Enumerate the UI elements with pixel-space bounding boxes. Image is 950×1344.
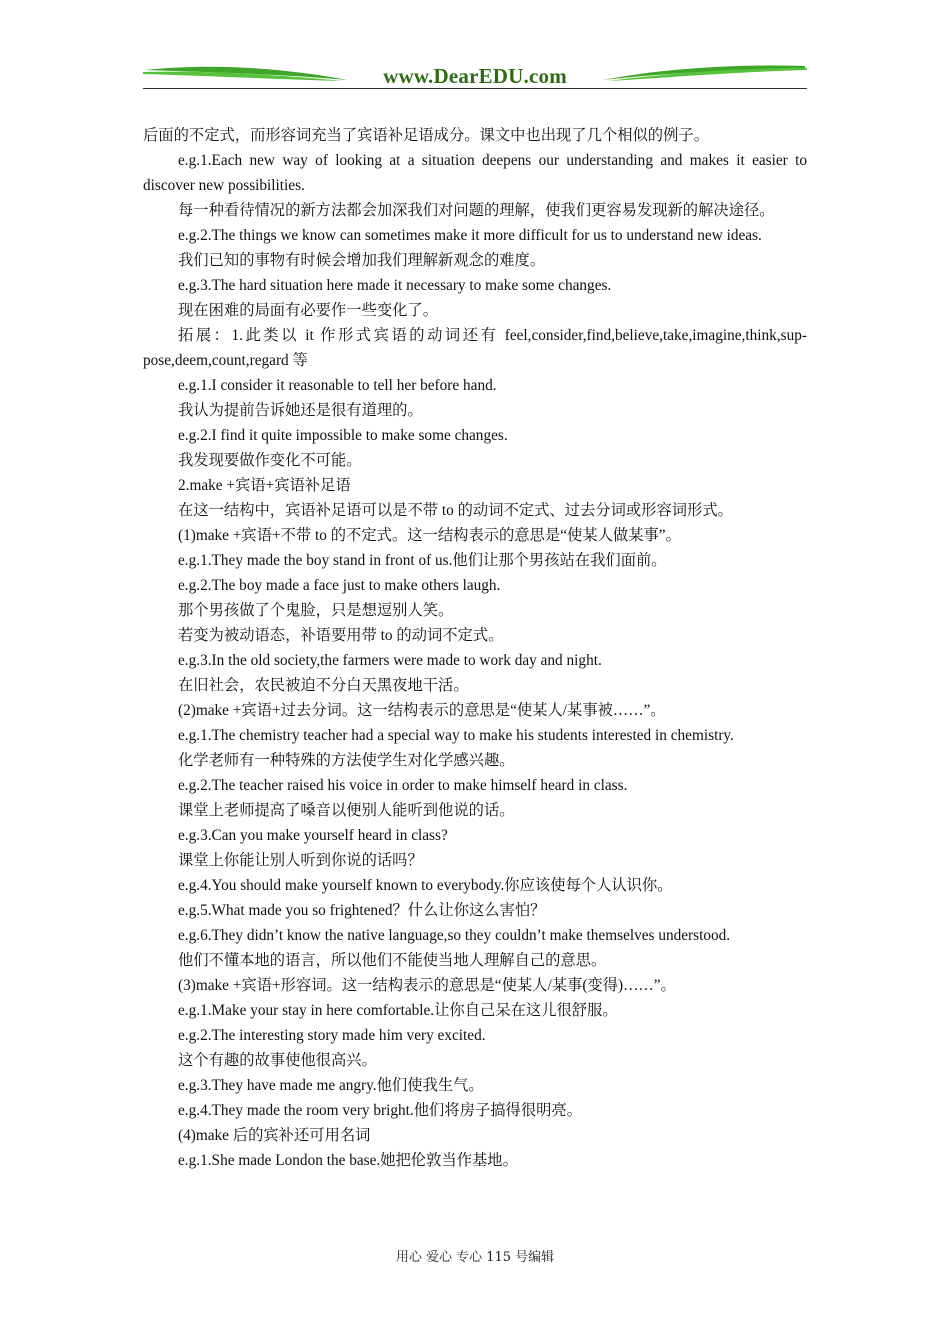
paragraph: e.g.1.Each new way of looking at a situation deepens our understanding and makes it easier to discover new possibilities. [143,152,807,194]
paragraph: (1)make +宾语+不带 to 的不定式。这一结构表示的意思是“使某人做某事”。 [178,527,681,544]
paragraph: 每一种看待情况的新方法都会加深我们对问题的理解，使我们更容易发现新的解决途径。 [178,202,775,219]
paragraph: e.g.4.You should make yourself known to everybody.你应该使每个人认识你。 [178,877,673,894]
paragraph: e.g.4.They made the room very bright.他们将房子搞得很明亮。 [178,1102,583,1119]
paragraph: e.g.6.They didn’t know the native language,so they couldn’t make themselves understood. [178,927,731,944]
paragraph: e.g.1.I consider it reasonable to tell her before hand. [178,377,497,394]
paragraph: 2.make +宾语+宾语补足语 [178,477,351,494]
paragraph: 若变为被动语态，补语要用带 to 的动词不定式。 [178,627,504,644]
paragraph: e.g.3.They have made me angry.他们使我生气。 [178,1077,484,1094]
paragraph: 化学老师有一种特殊的方法使学生对化学感兴趣。 [178,752,515,769]
paragraph: e.g.2.The things we know can sometimes make it more difficult for us to understand new ideas. [178,227,762,244]
paragraph: e.g.1.She made London the base.她把伦敦当作基地。 [178,1152,518,1169]
paragraph: 那个男孩做了个鬼脸，只是想逗别人笑。 [178,602,454,619]
paragraph: 他们不懂本地的语言，所以他们不能使当地人理解自己的意思。 [178,952,607,969]
paragraph: (2)make +宾语+过去分词。这一结构表示的意思是“使某人/某事被……”。 [178,702,666,719]
paragraph: e.g.3.Can you make yourself heard in class? [178,827,448,844]
paragraph: 课堂上老师提高了嗓音以便别人能听到他说的话。 [178,802,515,819]
site-logo[interactable]: www.DearEDU.com [383,64,567,88]
paragraph: e.g.1.The chemistry teacher had a special way to make his students interested in chemistry. [178,727,734,744]
paragraph: 后面的不定式，而形容词充当了宾语补足语成分。课文中也出现了几个相似的例子。 [143,127,709,144]
paragraph: 在这一结构中，宾语补足语可以是不带 to 的动词不定式、过去分词或形容词形式。 [178,502,733,519]
paragraph: e.g.2.I find it quite impossible to make some changes. [178,427,508,444]
paragraph: e.g.2.The interesting story made him very excited. [178,1027,486,1044]
document-body [143,123,807,1173]
paragraph: e.g.3.In the old society,the farmers were made to work day and night. [178,652,602,669]
paragraph: e.g.2.The teacher raised his voice in order to make himself heard in class. [178,777,628,794]
site-header [143,62,807,90]
paragraph: 我们已知的事物有时候会增加我们理解新观念的难度。 [178,252,546,269]
paragraph: 我认为提前告诉她还是很有道理的。 [178,402,423,419]
paragraph: e.g.1.They made the boy stand in front of us.他们让那个男孩站在我们面前。 [178,552,667,569]
header-divider [143,88,807,89]
paragraph: (4)make 后的宾补还可用名词 [178,1127,371,1144]
page-footer: 用心 爱心 专心 115 号编辑 [395,1250,555,1265]
paragraph: 我发现要做作变化不可能。 [178,452,362,469]
paragraph: e.g.1.Make your stay in here comfortable.让你自己呆在这儿很舒服。 [178,1002,618,1019]
paragraph: 拓展：1.此类以 it 作形式宾语的动词还有 feel,consider,find,believe,take,imagine,think,sup-pose,deem,count,regard 等 [143,327,807,369]
paragraph: e.g.5.What made you so frightened？什么让你这么害怕？ [178,902,546,919]
paragraph: 这个有趣的故事使他很高兴。 [178,1052,377,1069]
paragraph: e.g.3.The hard situation here made it necessary to make some changes. [178,277,612,294]
paragraph: e.g.2.The boy made a face just to make others laugh. [178,577,501,594]
paragraph: 课堂上你能让别人听到你说的话吗？ [178,852,423,869]
paragraph: 现在困难的局面有必要作一些变化了。 [178,302,439,319]
paragraph: (3)make +宾语+形容词。这一结构表示的意思是“使某人/某事(变得)……”。 [178,977,676,994]
paragraph: 在旧社会，农民被迫不分白天黑夜地干活。 [178,677,469,694]
